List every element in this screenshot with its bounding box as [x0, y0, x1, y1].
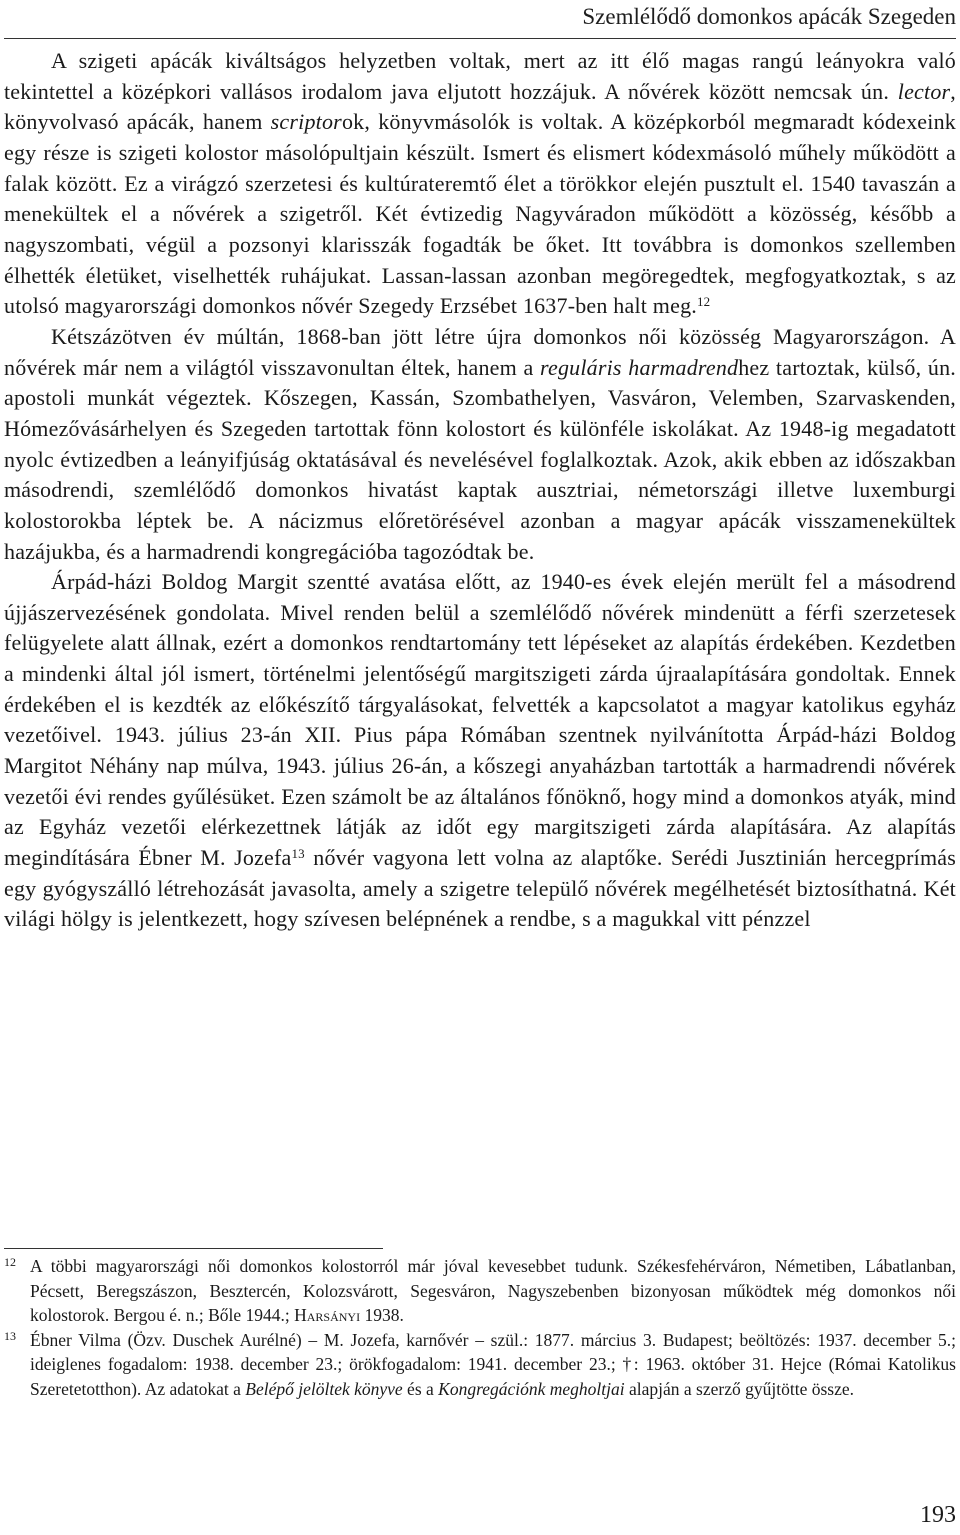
footnotes [4, 1254, 956, 1402]
footnote-number: 13 [4, 1328, 16, 1343]
text-run: A többi magyarországi női domonkos kolostorról már jóval kevesebbet tudunk. Székesfehérváron, Németiben, Lábatlanban, Pécsett, Beregszászon, Besztercén, Kolozsvárott, Segesváron, Nagyszebenben bizonyosan működtek még domonkos női kolostorok. Bergou é. n.; Bőle 1944.; [30, 1256, 956, 1326]
text-run: Árpád-házi Boldog Margit szentté avatása előtt, az 1940-es évek elején merült fel a másodrend újjászervezésének gondolata. Mivel renden belül a szemlélődő nővérek mindenütt a férfi szerzetesek felügyelete alatt állnak, ezért a domonkos rendtartomány tett lépéseket az alapítás érdekében. Kezdetben a mindenki által jól ismert, történelmi jelentőségű margitszigeti zárda újraalapítására gondoltak. Ennek érdekében el is kezdték az előkészítő tárgyalásokat, felvették a kapcsolatot a magyar katolikus egyház vezetőivel. 1943. július 23-án XII. Pius pápa Rómában szentnek nyilvánította Árpád-házi Boldog Margitot Néhány nap múlva, 1943. július 26-án, a kőszegi anyaházban tartották a harmadrendi nővérek vezetői évi rendes gyűlésüket. Ezen számolt be az általános főnöknő, hogy mind a domonkos atyák, mind az Egyház vezetői elérkezettnek látják az időt egy margitszigeti zárda alapítására. Az alapítás megindítására Ébner M. Jozefa [4, 569, 956, 871]
footnote-reference[interactable]: 12 [696, 294, 711, 310]
text-run: Kétszázötven év múltán, 1868-ban jött létre újra domonkos női közösség Magyarországon. A nővérek már nem a világtól visszavonultan éltek, hanem a [4, 323, 956, 380]
running-title: Szemlélődő domonkos apácák Szegeden [582, 4, 956, 29]
text-run: és a [402, 1378, 439, 1399]
text-run: hez tartoztak, külső, ún. apostoli munkát végeztek. Kőszegen, Kassán, Szombathelyen, Vasváron, Velemben, Szarvaskenden, Hómezővásárhelyen és Szegeden tartottak fönn kolostort és különféle iskolákat. Az 1948-ig megadatott nyolc évtizedben a leányifjúság oktatásával és nevelésével foglalkoztak. Azok, akik ebben az időszakban másodrendi, szemlélődő domonkos hivatást kaptak ausztriai, németországi illetve luxemburgi kolostorokba léptek be. A nácizmus előretörésével azonban a magyar apácák visszamenekültek hazájukba, és a harmadrendi kongregációba tagozódtak be. [4, 354, 956, 564]
footnote-13 [4, 1328, 956, 1402]
page-number: 193 [920, 1502, 956, 1528]
small-caps-name: Harsányi [294, 1305, 361, 1326]
text-run: Ébner Vilma (Özv. Duschek Aurélné) – M. Jozefa, karnővér – szül.: 1877. március 3. Budapest; beöltözés: 1937. december 5.; ideiglenes fogadalom: 1938. december 23.; örökfogadalom: 1941. december 23.; †: 1963. október 31. Hejce (Római Katolikus Szeretetotthon). Az adatokat a [30, 1329, 956, 1399]
footnote-reference[interactable]: 13 [291, 846, 305, 862]
italic-term: lector [897, 78, 951, 104]
footnote-rule [4, 1248, 383, 1249]
text-run: , könyvolvasó apácák, hanem [4, 78, 956, 135]
italic-title: Kongregációnk megholtjai [438, 1378, 625, 1399]
text-run: nővér vagyona lett volna az alaptőke. Serédi Jusztinián hercegprímás egy gyógyszálló létrehozását javasolta, amely a szigetre települő nővérek megélhetését biztosíthatná. Két világi hölgy is jelentkezett, hogy szívesen belépnének a rendbe, s a magukkal vitt pénzzel [4, 845, 956, 932]
text-run: alapján a szerző gyűjtötte össze. [624, 1378, 854, 1399]
footnote-number: 12 [4, 1255, 16, 1269]
italic-term: reguláris harmadrend [540, 354, 739, 380]
italic-term: scriptor [270, 109, 342, 135]
italic-title: Belépő jelöltek könyve [245, 1378, 403, 1399]
paragraph-2 [4, 322, 956, 567]
header-rule [4, 38, 956, 39]
paragraph-1 [4, 46, 956, 322]
text-run: ok, könyvmásolók is voltak. A középkorból megmaradt kódexeink egy része is szigeti kolostor másolópultjain készült. Ismert és elismert kódexmásoló műhely működött a falak között. Ez a virágzó szerzetesi és kultúrateremtő élet a törökkor elején pusztult el. 1540 tavaszán a menekültek el a nővérek a szigetről. Két évtizedig Nagyváradon működött a közösség, később a nagyszombati, végül a pozsonyi klarisszák fogadták be őket. Itt továbbra is domonkos szellemben élhették életüket, viselhették ruhájukat. Lassan-lassan azonban megöregedtek, megfogyatkoztak, s az utolsó magyarországi domonkos nővér Szegedy Erzsébet 1637-ben halt meg. [4, 109, 956, 319]
text-run: A szigeti apácák kiváltságos helyzetben voltak, mert az itt élő magas rangú leányokra való tekintettel a középkori vallásos irodalom java eljutott hozzájuk. A nővérek között nemcsak ún. [4, 48, 956, 104]
paragraph-3 [4, 567, 956, 935]
footnote-12 [4, 1254, 956, 1328]
text-run: 1938. [360, 1305, 404, 1326]
main-text [4, 46, 956, 935]
